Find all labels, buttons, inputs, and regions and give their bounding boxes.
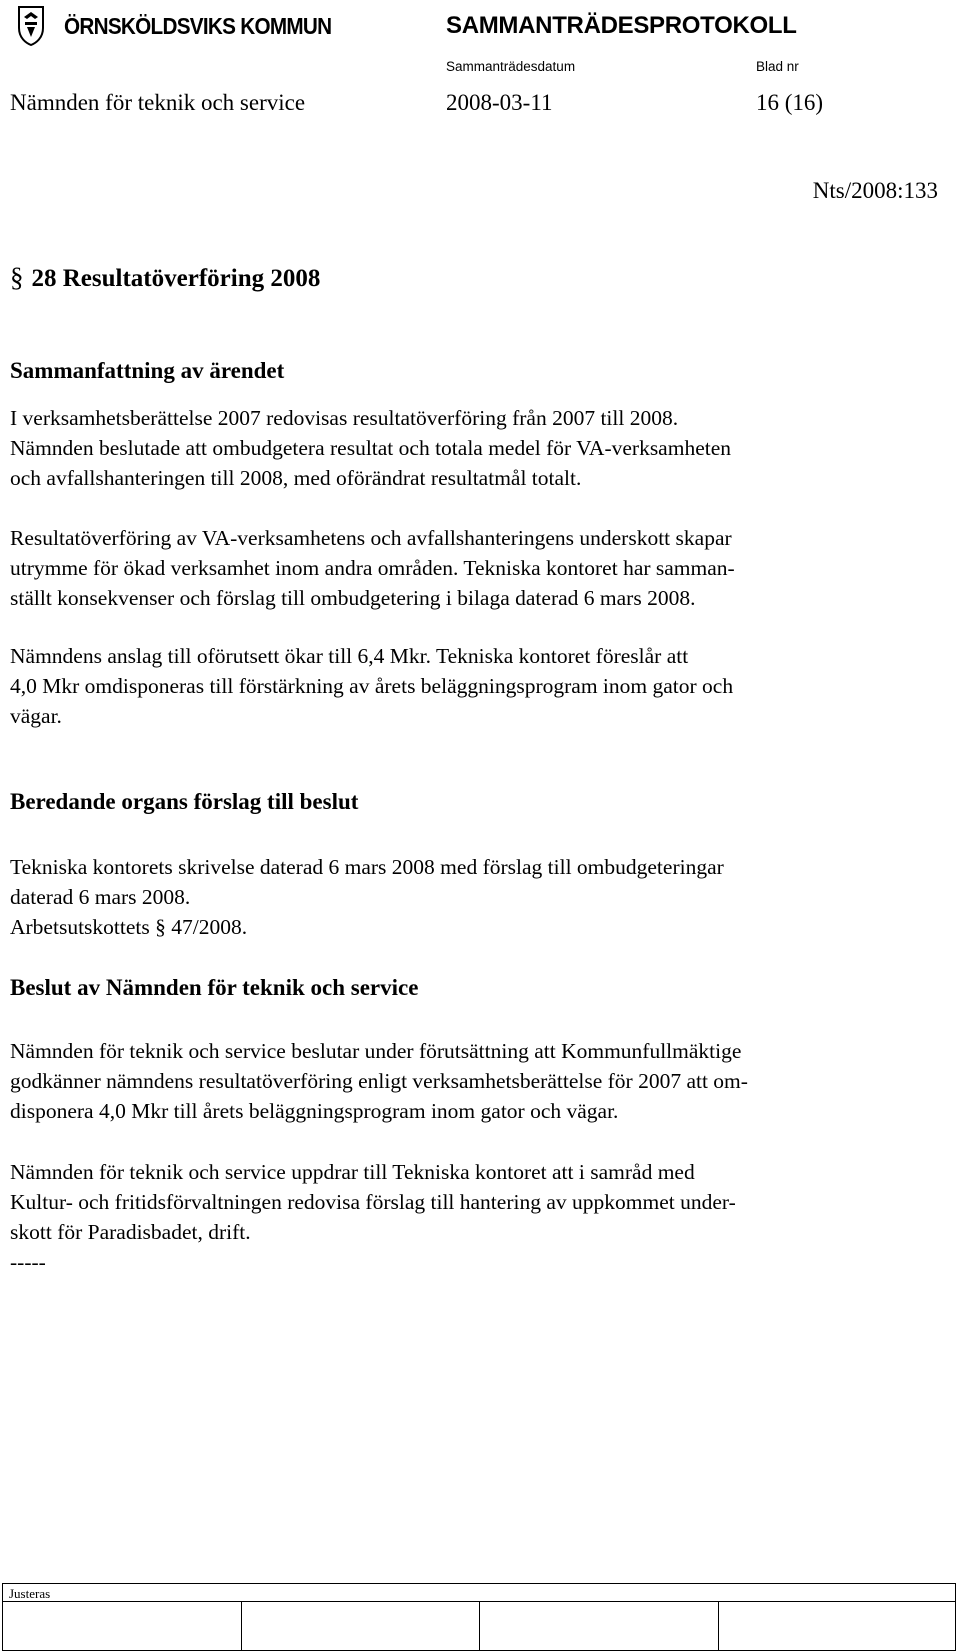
decision-heading: Beslut av Nämnden för teknik och service <box>10 975 419 1000</box>
summary-paragraph-1 <box>10 403 930 493</box>
text-line: 4,0 Mkr omdisponeras till förstärkning av årets beläggningsprogram inom gator och <box>10 674 734 698</box>
page-number: 16 (16) <box>756 90 824 115</box>
organization-name: ÖRNSKÖLDSVIKS KOMMUN <box>64 13 332 39</box>
decision-paragraph-2 <box>10 1157 930 1277</box>
section-title <box>10 262 320 293</box>
justeras-label: Justeras <box>9 1586 51 1601</box>
text-line: godkänner nämndens resultatöverföring enligt verksamhetsberättelse för 2007 att om- <box>10 1069 748 1093</box>
proposal-paragraph <box>10 852 930 942</box>
summary-heading: Sammanfattning av ärendet <box>10 358 285 383</box>
text-line: utrymme för ökad verksamhet inom andra områden. Tekniska kontoret har samman- <box>10 556 735 580</box>
text-line: I verksamhetsberättelse 2007 redovisas resultatöverföring från 2007 till 2008. <box>10 406 679 430</box>
document-type: SAMMANTRÄDESPROTOKOLL <box>446 12 797 39</box>
summary-paragraph-2 <box>10 523 930 613</box>
committee-name: Nämnden för teknik och service <box>10 90 306 115</box>
decision-paragraph-1 <box>10 1036 930 1126</box>
signature-cell-divider <box>241 1601 242 1650</box>
text-line: daterad 6 mars 2008. <box>10 885 191 909</box>
page-label: Blad nr <box>756 59 799 74</box>
text-line: Arbetsutskottets § 47/2008. <box>10 915 248 939</box>
document-reference: Nts/2008:133 <box>812 178 938 203</box>
coat-of-arms-icon <box>18 6 44 46</box>
text-line: Nämndens anslag till oförutsett ökar till 6,4 Mkr. Tekniska kontoret föreslår att <box>10 644 689 668</box>
text-line: Kultur- och fritidsförvaltningen redovisa förslag till hantering av uppkommet under- <box>10 1190 736 1214</box>
text-line: Resultatöverföring av VA-verksamhetens och avfallshanteringens underskott skapar <box>10 526 732 550</box>
text-line: skott för Paradisbadet, drift. <box>10 1220 251 1244</box>
text-line: Nämnden för teknik och service uppdrar till Tekniska kontoret att i samråd med <box>10 1160 695 1184</box>
signature-cell-divider <box>718 1601 719 1650</box>
justeras-table <box>2 1583 956 1651</box>
text-line: Nämnden beslutade att ombudgetera resultat och totala medel för VA-verksamheten <box>10 436 732 460</box>
text-line: disponera 4,0 Mkr till årets beläggningsprogram inom gator och vägar. <box>10 1099 619 1123</box>
end-marker: ----- <box>10 1250 46 1274</box>
date-label: Sammanträdesdatum <box>446 59 576 74</box>
text-line: och avfallshanteringen till 2008, med oförändrat resultatmål totalt. <box>10 466 582 490</box>
text-line: Tekniska kontorets skrivelse daterad 6 mars 2008 med förslag till ombudgeteringar <box>10 855 724 879</box>
meeting-date: 2008-03-11 <box>446 90 553 115</box>
text-line: Nämnden för teknik och service beslutar under förutsättning att Kommunfullmäktige <box>10 1039 742 1063</box>
municipality-logo <box>18 6 332 50</box>
text-line: vägar. <box>10 704 62 728</box>
section-title-text: 28 Resultatöverföring 2008 <box>31 265 321 292</box>
proposal-heading: Beredande organs förslag till beslut <box>10 789 359 814</box>
text-line: ställt konsekvenser och förslag till ombudgetering i bilaga daterad 6 mars 2008. <box>10 586 696 610</box>
summary-paragraph-3 <box>10 641 930 731</box>
signature-cell-divider <box>479 1601 480 1650</box>
paragraph-symbol: § <box>10 262 24 292</box>
